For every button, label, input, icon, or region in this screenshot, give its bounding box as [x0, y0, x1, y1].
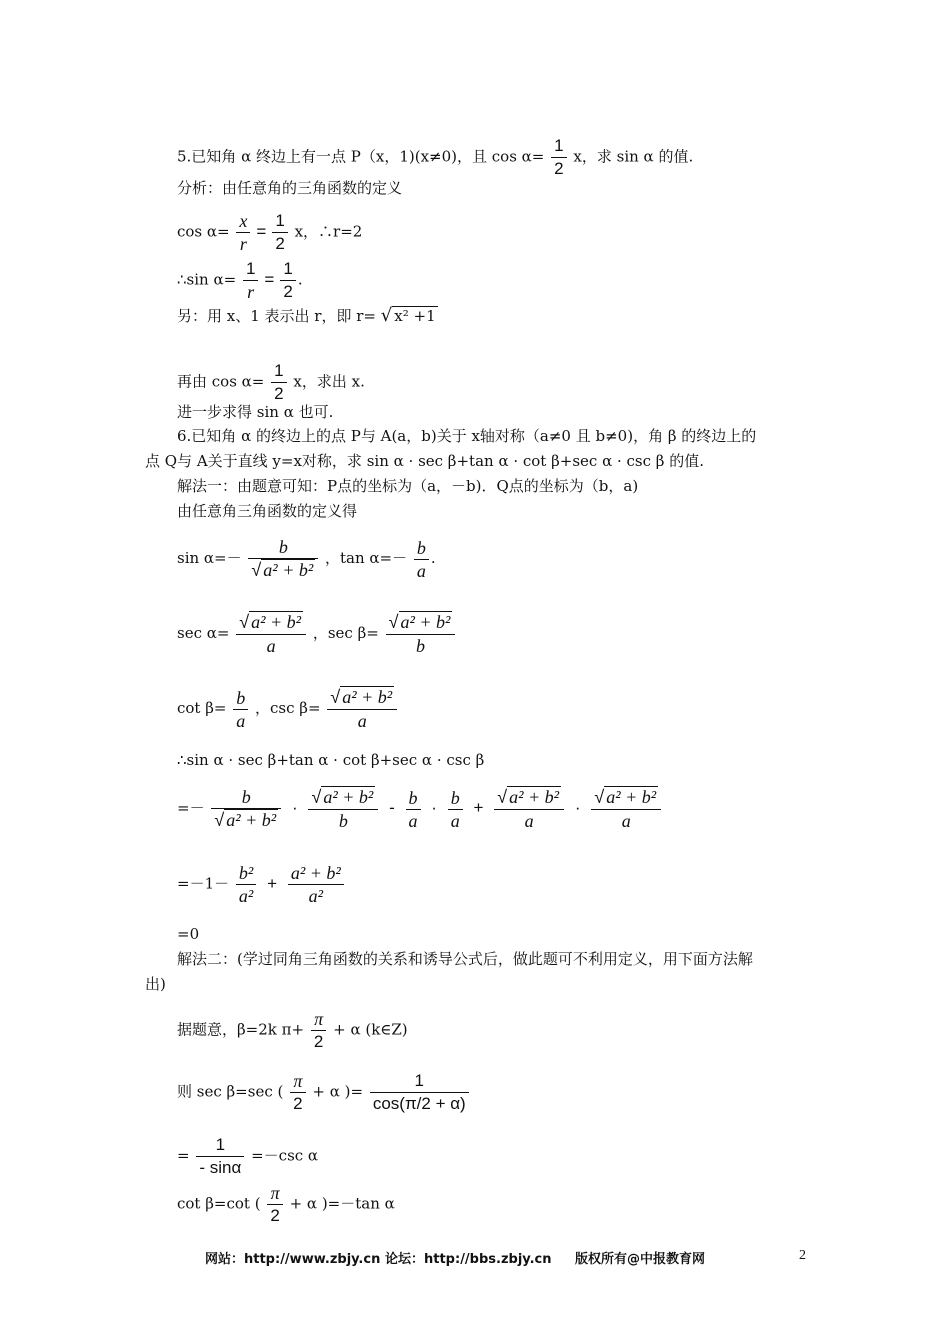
result-line: =－1－ $\frac{\text{b²}}{\text{a²}}$ + $\frac{\text{a² + b²}}{\text{a²}}$	[177, 862, 346, 907]
footer-forum: 论坛：http://bbs.zbjy.cn	[385, 1252, 552, 1267]
fraction-half: $\frac{1}{2}$	[271, 360, 286, 405]
fraction-b-over-sqrt: $\frac{b}{\text{√ a² + b²}}$	[248, 536, 318, 582]
analysis-line: 分析：由任意角的三角函数的定义	[177, 179, 403, 197]
result-zero: =0	[177, 925, 200, 943]
further-line: 进一步求得 sin α 也可.	[177, 403, 334, 421]
method1-def-line: 由任意角三角函数的定义得	[177, 502, 358, 520]
sec-alpha-beta-line: sec α= $\frac{\text{√ a² + b²}}{a}$ ，sec β= $\frac{\text{√ a² + b²}}{b}$	[177, 611, 457, 657]
cot-beta-induction-line: cot β=cot ( $\frac{\pi}{2}$ + α )=－tan α	[177, 1183, 395, 1225]
method1-line: 解法一：由题意可知：P点的坐标为（a，－b)．Q点的坐标为（b，a)	[177, 477, 639, 495]
fraction-one-over-r: $\frac{1}{r}$	[243, 258, 258, 303]
fraction-half: $\frac{1}{2}$	[272, 210, 287, 255]
footer-site: 网站：http://www.zbjy.cn	[205, 1252, 381, 1267]
method2-line-1: 解法二：(学过同角三角函数的关系和诱导公式后，做此题可不利用定义，用下面方法解	[177, 950, 753, 968]
sin-tan-alpha-line: sin α=－ $\frac{b}{\text{√ a² + b²}}$ ，tan α=－ $\frac{b}{a}$ .	[177, 537, 436, 581]
problem6-statement-2: 点 Q与 A关于直线 y=x对称，求 sin α · sec β+tan α · cot β+sec α · csc β 的值.	[145, 452, 705, 470]
fraction-x-over-r: $\frac{x}{r}$	[236, 210, 250, 255]
fraction-half: $\frac{1}{2}$	[280, 258, 295, 303]
beta-definition-line: 据题意，β=2k π+ $\frac{\pi}{2}$ + α (k∈Z)	[177, 1009, 408, 1051]
fraction-sqrt-over-a: $\frac{\text{√ a² + b²}}{a}$	[236, 611, 306, 657]
footer-copyright: 版权所有@中报教育网	[575, 1252, 706, 1267]
cot-csc-beta-line: cot β= $\frac{b}{a}$ ，csc β= $\frac{\text{√ a² + b²}}{a}$	[177, 686, 399, 732]
fraction-half: $\frac{1}{2}$	[551, 135, 566, 180]
neg-csc-line: = $\frac{1}{- \sin\alpha}$ =－csc α	[177, 1135, 319, 1177]
fraction-sqrt-over-b: $\frac{\text{√ a² + b²}}{b}$	[386, 611, 456, 657]
cos-definition-line: cos α= $\frac{x}{r}$ = $\frac{1}{2}$ x，∴r=2	[177, 211, 363, 254]
problem5-statement: 5.已知角 α 终边上有一点 P（x，1)(x≠0)，且 cos α= $\frac{1}{2}$ x，求 sin α 的值.	[177, 136, 694, 178]
page-number: 2	[799, 1248, 806, 1263]
sec-beta-induction-line: 则 sec β=sec ( $\frac{\pi}{2}$ + α )= $\frac{1}{\cos(\pi/2 + \alpha)}$	[177, 1070, 471, 1115]
fraction-b-over-a: $\frac{b}{a}$	[233, 687, 248, 732]
alternative-line: 另：用 x、1 表示出 r，即 r= √ x² +1	[177, 305, 436, 326]
fraction-b-over-a: $\frac{b}{a}$	[414, 537, 429, 582]
therefore-line: ∴sin α · sec β+tan α · cot β+sec α · csc β	[177, 751, 485, 769]
then-line: 再由 cos α= $\frac{1}{2}$ x，求出 x.	[177, 361, 365, 403]
sin-result-line: ∴sin α= $\frac{1}{r}$ = $\frac{1}{2}$ .	[177, 259, 303, 302]
problem6-statement-1: 6.已知角 α 的终边上的点 P与 A(a，b)关于 x轴对称（a≠0 且 b≠0)，角 β 的终边上的	[177, 427, 757, 445]
expansion-line: =－ $\frac{b}{\text{√ a² + b²}}$ · $\frac{\text{√ a² + b²}}{b}$ - $\frac{b}{a}$ · $\frac{b}{a}$ + $\frac{\text{√ a² + b²}}{a}$ · $\frac{\text{√ a² + b²}}{a}$	[177, 786, 663, 832]
fraction-sqrt-over-a: $\frac{\text{√ a² + b²}}{a}$	[327, 686, 397, 732]
method2-line-2: 出)	[145, 975, 166, 993]
sqrt-x2-plus-1: √ x² +1	[380, 305, 436, 326]
